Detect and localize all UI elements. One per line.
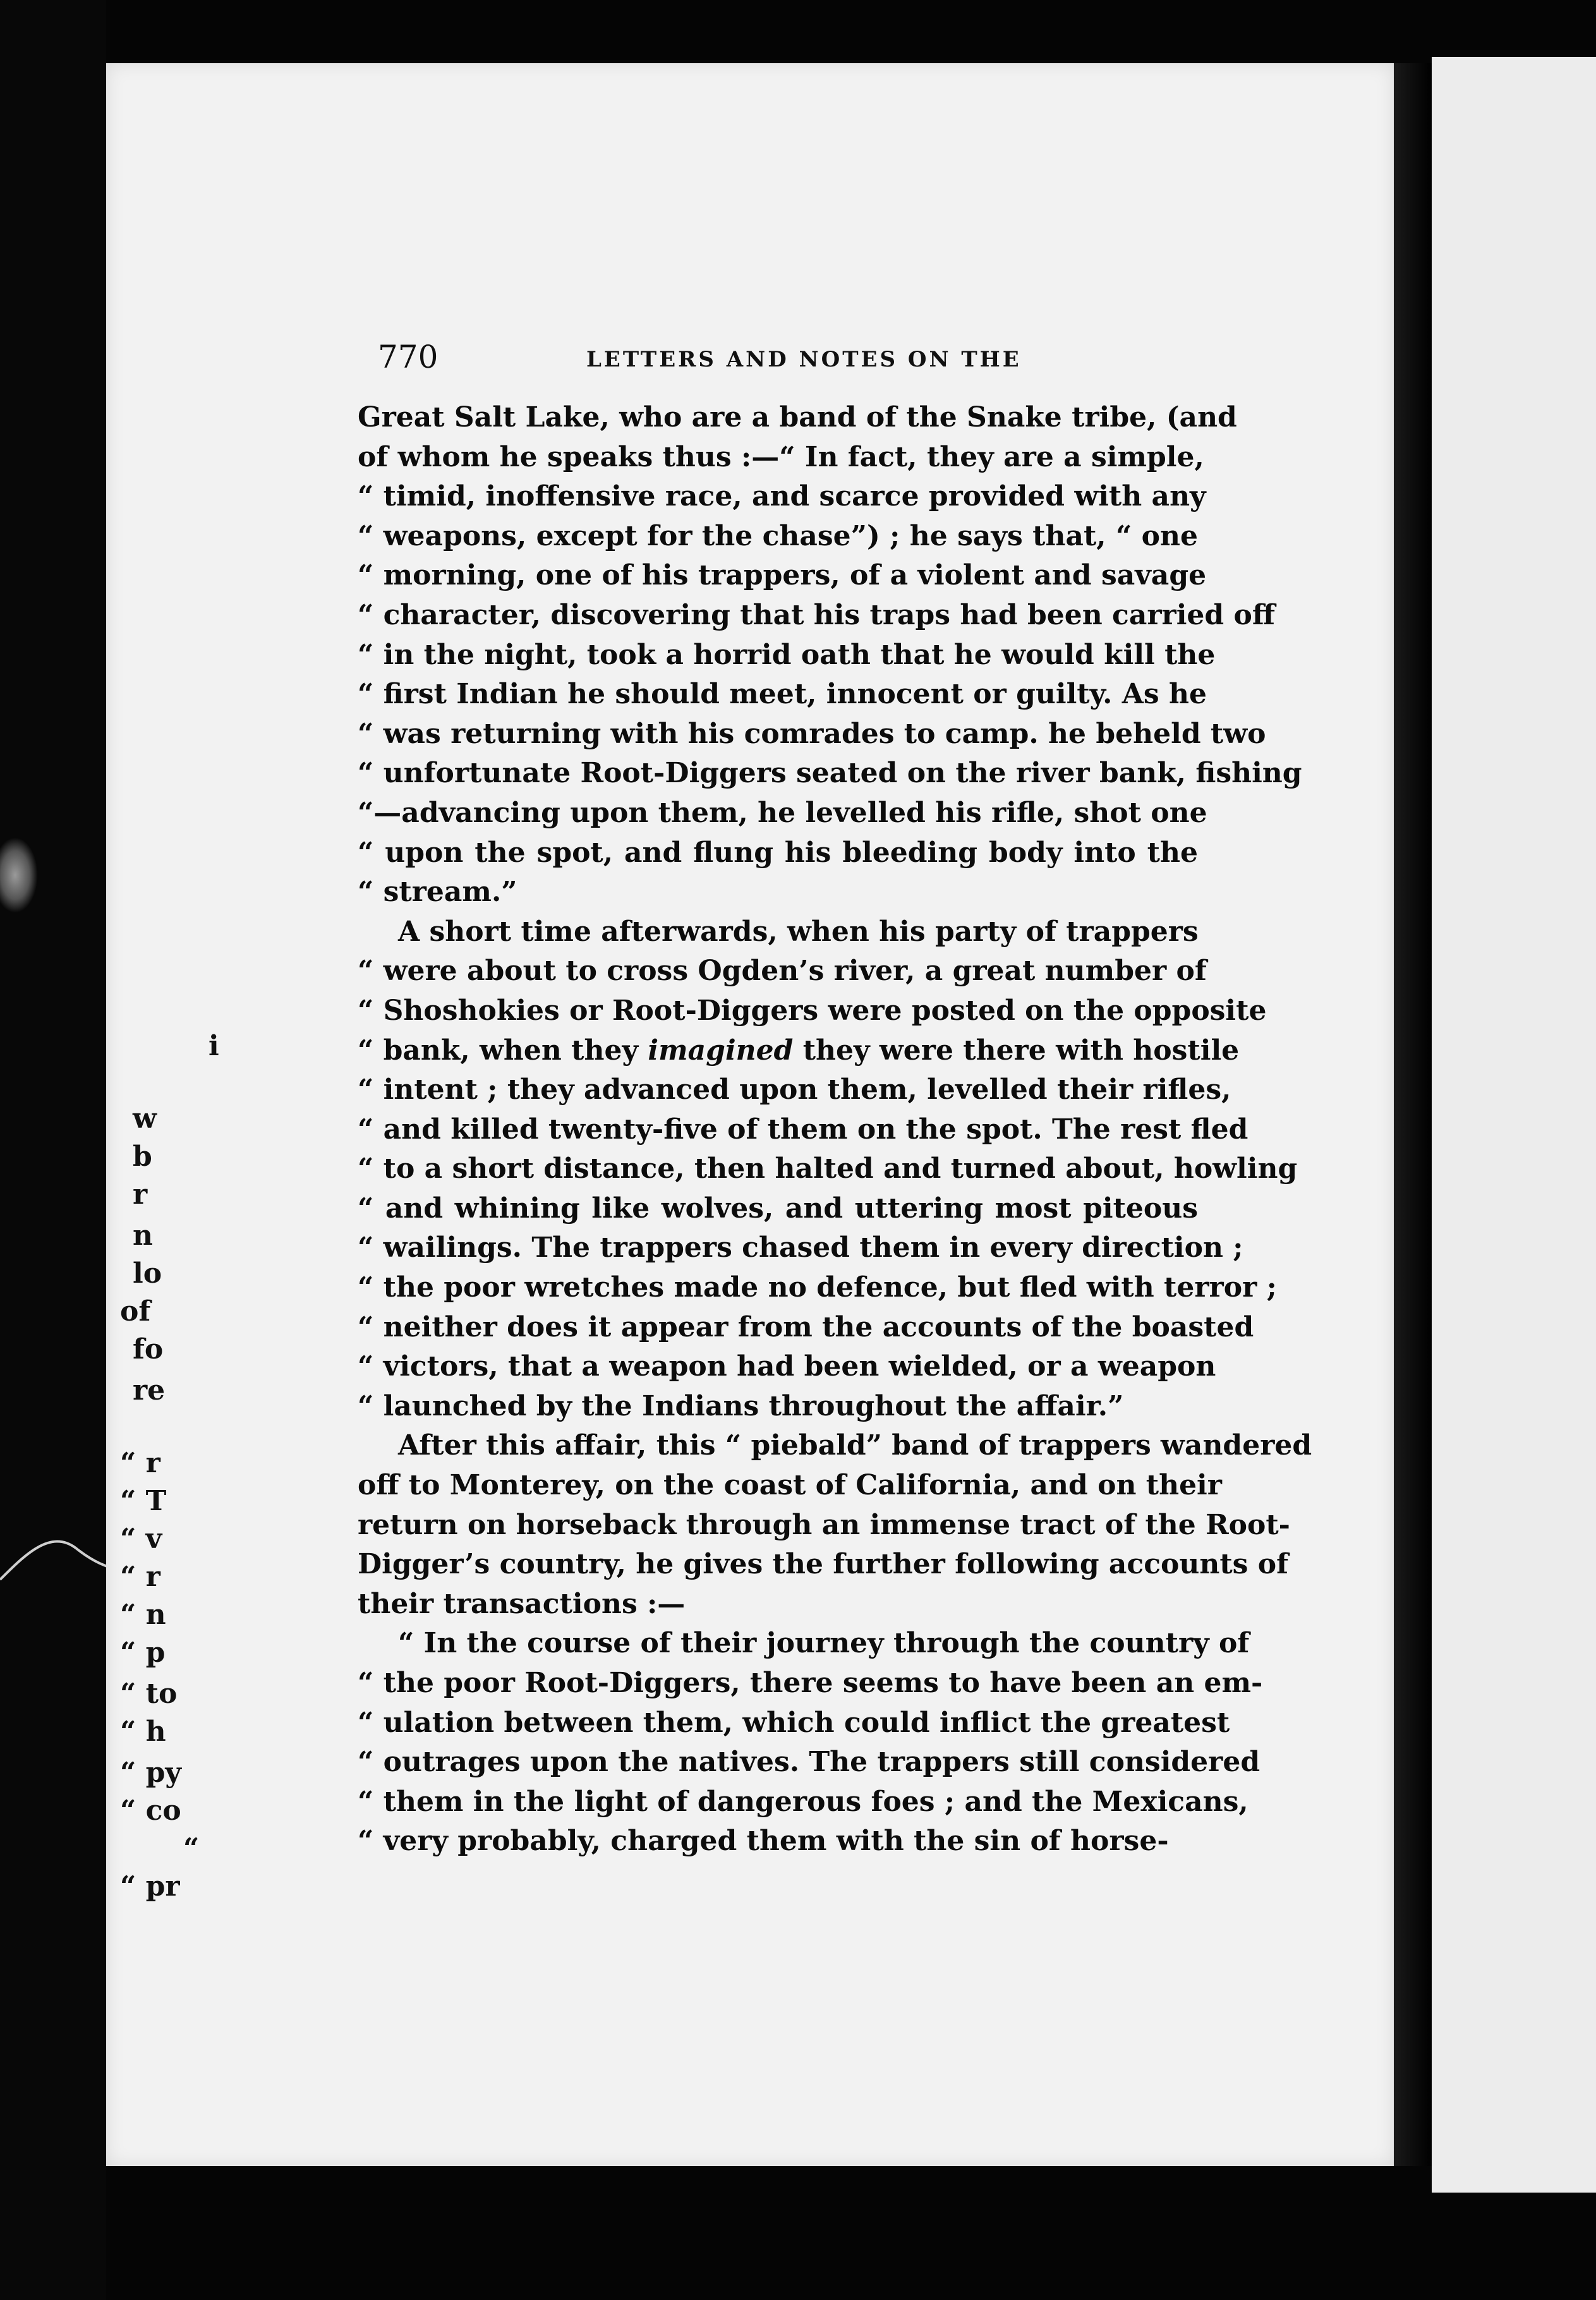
text-line: “ launched by the Indians throughout the affair.”: [358, 1389, 1124, 1422]
text-line: “—advancing upon them, he levelled his rifle, shot one: [358, 796, 1207, 829]
text-line: “ to a short distance, then halted and turned about, howling: [358, 1153, 1298, 1185]
text-line: “ unfortunate Root-Diggers seated on the river bank, fishing: [358, 757, 1302, 790]
facing-text-fragment: “ p: [120, 1637, 166, 1669]
text-line: [358, 1031, 1240, 1071]
facing-text-fragment: “ py: [120, 1757, 181, 1789]
text-run: “ bank, when they: [358, 1034, 648, 1067]
text-line: Great Salt Lake, who are a band of the Snake tribe, (and: [358, 401, 1237, 433]
facing-text-fragment: w: [133, 1103, 157, 1135]
facing-text-fragment: r: [133, 1178, 148, 1211]
facing-text-fragment: fo: [133, 1333, 164, 1365]
facing-text-fragment: lo: [133, 1257, 162, 1290]
facing-text-fragment: “ to: [120, 1678, 178, 1710]
facing-text-fragment: re: [133, 1374, 166, 1407]
text-line: “ intent ; they advanced upon them, levelled their rifles,: [358, 1074, 1231, 1106]
text-line: off to Monterey, on the coast of California, and on their: [358, 1469, 1222, 1502]
page-header: [378, 335, 1199, 379]
text-line: “ neither does it appear from the accounts of the boasted: [358, 1310, 1254, 1343]
facing-text-fragment: “ v: [120, 1523, 162, 1555]
text-line: “ very probably, charged them with the sin of horse-: [358, 1825, 1169, 1858]
facing-text-fragment: “ r: [120, 1561, 160, 1593]
text-line: “ them in the light of dangerous foes ; and the Mexicans,: [358, 1785, 1248, 1818]
text-line: Digger’s country, he gives the further following accounts of: [358, 1548, 1289, 1581]
facing-text-fragment: i: [209, 1030, 219, 1062]
facing-text-fragment: “ T: [120, 1485, 167, 1517]
page-number: 770: [378, 339, 438, 375]
text-line: “ stream.”: [358, 876, 517, 909]
facing-text-fragment: “ r: [120, 1447, 160, 1479]
facing-text-fragment: of: [120, 1295, 151, 1328]
facing-text-fragment: n: [133, 1220, 153, 1252]
text-line: “ Shoshokies or Root-Diggers were posted on the opposite: [358, 994, 1267, 1027]
text-line: “ timid, inoffensive race, and scarce provided with any: [358, 480, 1206, 513]
text-line: “ victors, that a weapon had been wielded, or a weapon: [358, 1350, 1216, 1383]
text-line: “ was returning with his comrades to camp. he beheld two: [358, 717, 1266, 750]
italic-word: imagined: [648, 1034, 794, 1067]
body-text: [358, 398, 1312, 1861]
facing-text-fragment: “ co: [120, 1795, 181, 1827]
text-line: “ upon the spot, and flung his bleeding body into the: [358, 836, 1198, 869]
text-line: “ were about to cross Ogden’s river, a great number of: [358, 955, 1207, 988]
margin-blemish: [0, 837, 38, 913]
text-line: “ outrages upon the natives. The trappers still considered: [358, 1746, 1260, 1779]
facing-text-fragment: “ h: [120, 1716, 166, 1748]
facing-text-fragment: “: [183, 1832, 200, 1865]
text-line: A short time afterwards, when his party of trappers: [398, 915, 1199, 948]
facing-text-fragment: “ pr: [120, 1870, 180, 1903]
text-line: “ weapons, except for the chase”) ; he says that, “ one: [358, 519, 1198, 552]
text-line: “ and killed twenty-five of them on the spot. The rest fled: [358, 1113, 1248, 1146]
text-line: of whom he speaks thus :—“ In fact, they are a simple,: [358, 440, 1204, 473]
facing-text-fragment: b: [133, 1141, 152, 1173]
text-line: “ wailings. The trappers chased them in every direction ;: [358, 1232, 1243, 1264]
text-line: “ the poor wretches made no defence, but fled with terror ;: [358, 1271, 1277, 1304]
text-line: “ and whining like wolves, and uttering most piteous: [358, 1192, 1198, 1225]
text-line: “ character, discovering that his traps had been carried off: [358, 598, 1275, 631]
text-line: “ in the night, took a horrid oath that he would kill the: [358, 638, 1216, 671]
facing-text-fragment: “ n: [120, 1599, 166, 1631]
text-line: “ the poor Root-Diggers, there seems to have been an em-: [358, 1667, 1263, 1699]
text-line: “ first Indian he should meet, innocent or guilty. As he: [358, 678, 1207, 711]
text-line: “ morning, one of his trappers, of a violent and savage: [358, 559, 1207, 592]
text-line: their transactions :—: [358, 1587, 686, 1620]
text-line: “ In the course of their journey through the country of: [398, 1627, 1250, 1660]
running-title: LETTERS AND NOTES ON THE: [586, 347, 1022, 372]
left-binding-edge: [0, 0, 106, 2300]
text-run: they were there with hostile: [793, 1034, 1240, 1067]
text-line: return on horseback through an immense tract of the Root-: [358, 1508, 1290, 1541]
text-line: “ ulation between them, which could inflict the greatest: [358, 1706, 1230, 1739]
gutter-shadow: [1394, 63, 1432, 2166]
text-line: After this affair, this “ piebald” band of trappers wandered: [398, 1429, 1312, 1462]
